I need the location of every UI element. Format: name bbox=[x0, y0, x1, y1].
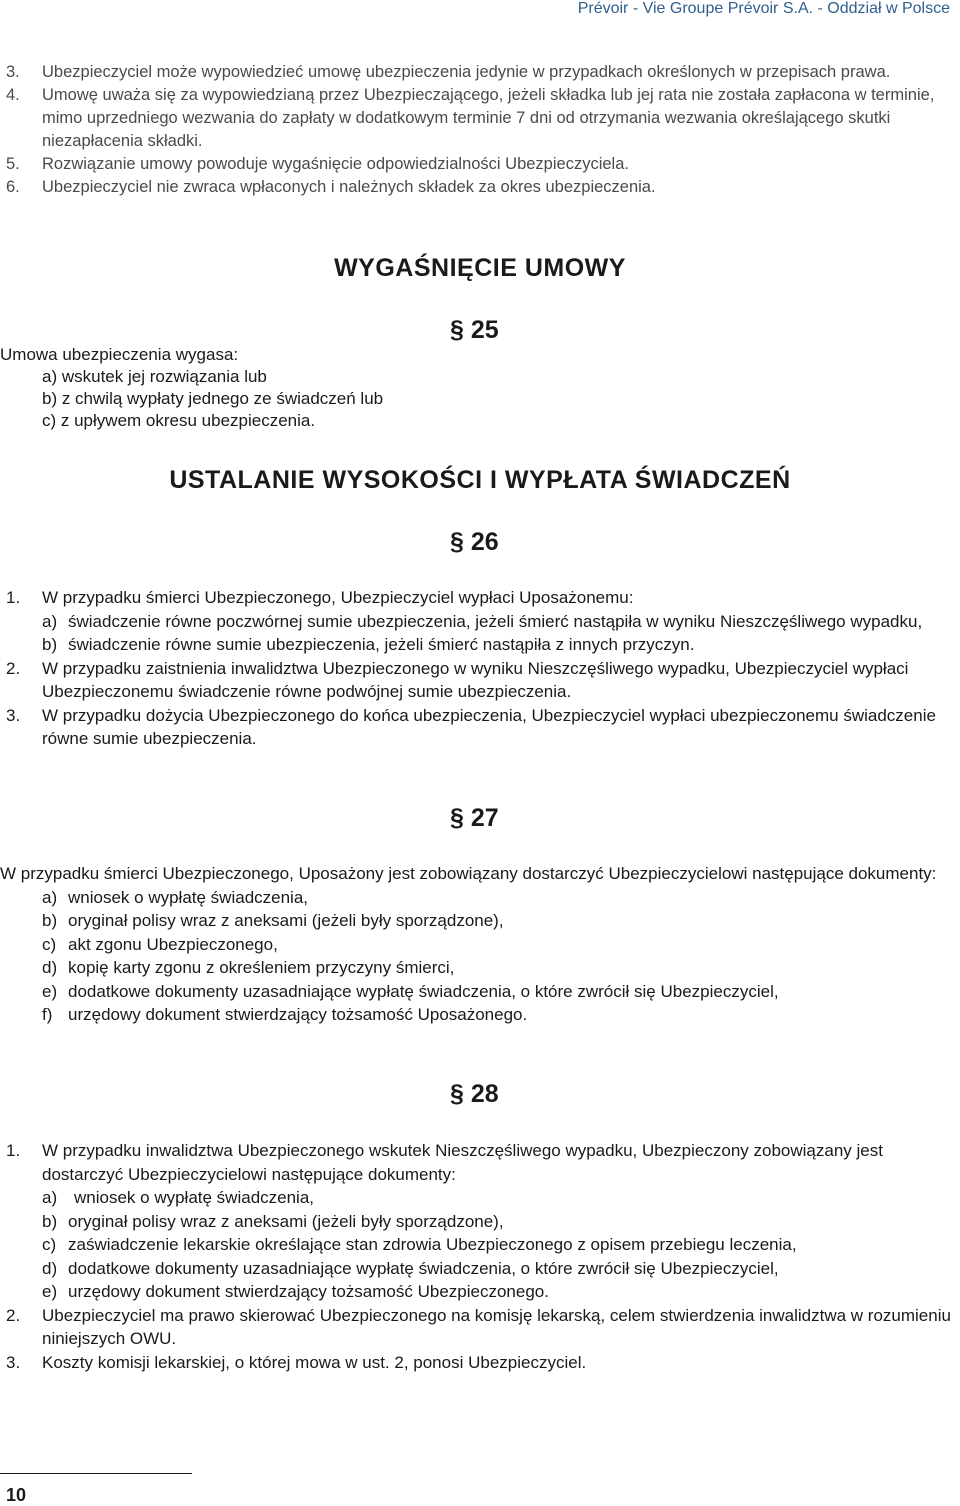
list-item bbox=[0, 1139, 958, 1186]
sub-item-text: dodatkowe dokumenty uzasadniające wypłatę świadczenia, o które zwrócił się Ubezpieczyciel, bbox=[68, 981, 779, 1001]
section-heading-expiry: WYGAŚNIĘCIE UMOWY bbox=[334, 254, 626, 282]
list-item bbox=[0, 1304, 958, 1351]
item-text: W przypadku dożycia Ubezpieczonego do końca ubezpieczenia, Ubezpieczyciel wypłaci ubezpieczonemu świadczenie równe sumie ubezpieczenia. bbox=[42, 705, 936, 748]
list-item: b) z chwilą wypłaty jednego ze świadczeń lub bbox=[42, 389, 384, 408]
sub-item-text: urzędowy dokument stwierdzający tożsamość Uposażonego. bbox=[68, 1005, 528, 1024]
sub-item-letter: a) bbox=[42, 611, 58, 631]
sub-item-text: zaświadczenie lekarskie określające stan zdrowia Ubezpieczonego z opisem przebiegu leczenia, bbox=[68, 1235, 797, 1254]
sub-item bbox=[0, 980, 958, 1004]
item-text: W przypadku inwalidztwa Ubezpieczonego wskutek Nieszczęśliwego wypadku, Ubezpieczony zobowiązany jest dostarczyć Ubezpieczycielowi następujące dokumenty: bbox=[42, 1141, 883, 1184]
list-item: c) z upływem okresu ubezpieczenia. bbox=[42, 411, 316, 430]
item-number: 2. bbox=[6, 1305, 21, 1325]
item-text: W przypadku zaistnienia inwalidztwa Ubezpieczonego w wyniku Nieszczęśliwego wypadku, Ubezpieczyciel wypłaci Ubezpieczonemu świadczenie równe podwójnej sumie ubezpieczenia. bbox=[42, 658, 909, 701]
running-header: Prévoir - Vie Groupe Prévoir S.A. - Oddział w Polsce bbox=[577, 0, 950, 17]
item-number: 3. bbox=[6, 1352, 21, 1372]
footer-divider bbox=[0, 1473, 192, 1474]
item-number: 1. bbox=[6, 588, 21, 607]
list-item bbox=[0, 176, 958, 199]
sub-item-text: oryginał polisy wraz z aneksami (jeżeli były sporządzone), bbox=[68, 1211, 504, 1231]
sub-item-text: akt zgonu Ubezpieczonego, bbox=[68, 934, 278, 954]
sub-item-letter: b) bbox=[42, 1211, 58, 1231]
sub-item-text: dodatkowe dokumenty uzasadniające wypłatę świadczenia, o które zwrócił się Ubezpieczyciel, bbox=[68, 1258, 779, 1278]
list-item bbox=[0, 586, 958, 610]
sub-item-text: wniosek o wypłatę świadczenia, bbox=[68, 887, 309, 907]
item-text: Ubezpieczyciel może wypowiedzieć umowę ubezpieczenia jedynie w przypadkach określonych w przepisach prawa. bbox=[42, 63, 891, 81]
sub-item bbox=[0, 1257, 958, 1281]
sub-item-letter: b) bbox=[42, 911, 58, 930]
list-item bbox=[0, 153, 958, 176]
sub-item-letter: c) bbox=[42, 934, 57, 954]
sub-item-letter: a) bbox=[42, 1188, 58, 1207]
page-number: 10 bbox=[6, 1485, 27, 1505]
sub-item-letter: a) bbox=[42, 887, 58, 907]
paragraph-27 bbox=[0, 862, 958, 1027]
list-item bbox=[0, 657, 958, 704]
item-text: Ubezpieczyciel ma prawo skierować Ubezpieczonego na komisję lekarską, celem stwierdzenia inwalidztwa w rozumieniu niniejszych OWU. bbox=[42, 1305, 951, 1348]
paragraph-intro: W przypadku śmierci Ubezpieczonego, Uposażony jest zobowiązany dostarczyć Ubezpieczycielowi następujące dokumenty: bbox=[0, 864, 937, 883]
sub-item-text: kopię karty zgonu z określeniem przyczyny śmierci, bbox=[68, 958, 455, 977]
sub-item bbox=[0, 1210, 958, 1234]
sub-item-text: oryginał polisy wraz z aneksami (jeżeli były sporządzone), bbox=[68, 911, 504, 930]
paragraph-number-26: § 26 bbox=[450, 528, 499, 556]
paragraph-28 bbox=[0, 1139, 958, 1374]
sub-item-letter: d) bbox=[42, 1258, 58, 1278]
sub-item-text: świadczenie równe poczwórnej sumie ubezpieczenia, jeżeli śmierć nastąpiła w wyniku Nieszczęśliwego wypadku, bbox=[68, 611, 923, 631]
sub-item bbox=[0, 956, 958, 980]
sub-item-text: wniosek o wypłatę świadczenia, bbox=[74, 1188, 315, 1207]
sub-item-letter: e) bbox=[42, 1282, 58, 1301]
sub-item bbox=[0, 1280, 958, 1304]
item-text: Ubezpieczyciel nie zwraca wpłaconych i należnych składek za okres ubezpieczenia. bbox=[42, 178, 656, 196]
paragraph-26 bbox=[0, 586, 958, 751]
paragraph-25 bbox=[0, 344, 383, 432]
sub-item-letter: b) bbox=[42, 635, 58, 654]
item-text: Rozwiązanie umowy powoduje wygaśnięcie odpowiedzialności Ubezpieczyciela. bbox=[42, 155, 629, 173]
item-number: 4. bbox=[6, 86, 20, 104]
sub-item-letter: f) bbox=[42, 1005, 53, 1024]
paragraph-intro: Umowa ubezpieczenia wygasa: bbox=[0, 345, 239, 364]
item-text: W przypadku śmierci Ubezpieczonego, Ubezpieczyciel wypłaci Uposażonemu: bbox=[42, 588, 634, 607]
sub-item bbox=[0, 1003, 958, 1027]
sub-item bbox=[0, 933, 958, 957]
item-text: Koszty komisji lekarskiej, o której mowa w ust. 2, ponosi Ubezpieczyciel. bbox=[42, 1352, 587, 1372]
sub-item bbox=[0, 1186, 958, 1210]
item-number: 5. bbox=[6, 155, 20, 173]
sub-item bbox=[0, 886, 958, 910]
list-item: a) wskutek jej rozwiązania lub bbox=[42, 367, 267, 386]
sub-item-letter: c) bbox=[42, 1235, 57, 1254]
list-item bbox=[0, 704, 958, 751]
sub-item bbox=[0, 633, 958, 657]
sub-item bbox=[0, 610, 958, 634]
paragraph-number-27: § 27 bbox=[450, 804, 499, 832]
item-number: 6. bbox=[6, 178, 20, 196]
paragraph-number-25: § 25 bbox=[450, 316, 499, 344]
item-number: 1. bbox=[6, 1141, 21, 1160]
paragraph-number-28: § 28 bbox=[450, 1080, 499, 1108]
item-text: Umowę uważa się za wypowiedzianą przez Ubezpieczającego, jeżeli składka lub jej rata nie została zapłacona w terminie, mimo uprzedniego wezwania do zapłaty w dodatkowym terminie 7 dni od otrzymania wezwania określającego skutki niezapłacenia składki. bbox=[42, 86, 935, 150]
sub-item-text: urzędowy dokument stwierdzający tożsamość Ubezpieczonego. bbox=[68, 1282, 549, 1301]
item-number: 3. bbox=[6, 705, 21, 725]
sub-item-letter: d) bbox=[42, 958, 58, 977]
sub-item bbox=[0, 909, 958, 933]
sub-item bbox=[0, 1233, 958, 1257]
section-heading-benefits: USTALANIE WYSOKOŚCI I WYPŁATA ŚWIADCZEŃ bbox=[169, 466, 791, 494]
item-number: 2. bbox=[6, 658, 21, 678]
sub-item-text: świadczenie równe sumie ubezpieczenia, jeżeli śmierć nastąpiła z innych przyczyn. bbox=[68, 635, 695, 654]
list-item bbox=[0, 84, 958, 153]
list-item bbox=[0, 1351, 958, 1375]
list-item bbox=[0, 61, 958, 84]
sub-item-letter: e) bbox=[42, 981, 58, 1001]
termination-clauses bbox=[0, 61, 958, 199]
item-number: 3. bbox=[6, 63, 20, 81]
